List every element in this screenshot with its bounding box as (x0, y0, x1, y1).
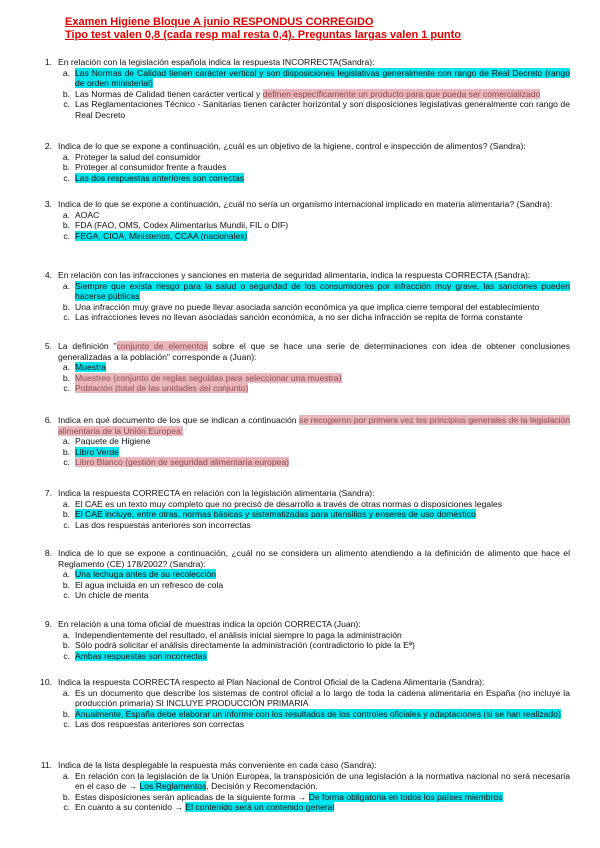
option-a-text-end: , Decisión y Recomendación. (206, 781, 318, 792)
option-a-text: Las Normas de Calidad tienen carácter vertical y son disposiciones legislativas generalmente con rango de Real Decreto (rango de orden ministerial) (75, 67, 570, 89)
question-text: Indica en qué documento de los que se indican a continuación (58, 415, 300, 425)
option-letter: a. (62, 687, 70, 698)
option-c-text: Las Reglamentaciones Técnico - Sanitarias tienen carácter horizontal y son disposiciones legislativas generalmente con rango de Real Decreto (75, 99, 570, 120)
option-c-text: En cuanto a su contenido → (75, 802, 186, 813)
question-text: Indica de lo que se expone a continuación, ¿cuál no sería un organismo internacional implicado en materia alimentaria? (Sandra): (58, 199, 553, 209)
option-c-answer: El contenido será un contenido general (185, 802, 335, 813)
question-number: 1. (44, 57, 52, 67)
option-letter: b. (62, 579, 70, 590)
option-letter: a. (62, 498, 70, 509)
option-a-text: Paquete de Higiene (75, 436, 151, 447)
question-text-end: sobre el que se hace una serie de determinaciones con idea de obtener conclusiones generalizadas a la población" corresponde a (Juan): (58, 341, 570, 362)
option-b-answer: De forma obligatoria en todos los países miembros (308, 791, 503, 802)
option-b-text: El CAE incluye, entre otras, normas básicas y sistematizadas para utensilios y enseres de uso doméstico (75, 509, 476, 520)
option-a-text: AOAC (75, 209, 100, 220)
option-letter: c. (63, 312, 70, 323)
option-letter: c. (63, 590, 70, 601)
question-number: 2. (44, 141, 52, 151)
option-letter: c. (63, 519, 70, 530)
option-b-text: Estas disposiciones serán aplicadas de la siguiente forma → (75, 791, 309, 802)
option-letter: b. (62, 372, 70, 383)
option-letter: b. (62, 640, 70, 651)
option-b-text: Muestreo (conjunto de reglas seguidas para seleccionar una muestra) (75, 372, 342, 383)
option-letter: b. (62, 88, 70, 99)
question-text: Indica de la lista desplegable la respuesta más conveniente en cada caso (Sandra): (58, 760, 377, 770)
question-8 (30, 548, 570, 601)
question-text: Indica de lo que se expone a continuación, ¿cuál no se considera un alimento atendiendo a la definición de alimento que hace el Reglamento (CE) 178/2002? (Sandra): (58, 548, 570, 569)
question-text: En relación con la legislación española indica la respuesta INCORRECTA(Sandra): (58, 57, 375, 67)
option-b-text: Proteger al consumidor frente a fraudes (75, 162, 227, 173)
option-a-text: En relación con la legislación de la Unión Europea, la transposición de una legislación a la normativa nacional no será necesaria en el caso de → (75, 770, 570, 792)
question-number: 4. (44, 270, 52, 280)
option-b-text: Libro Verde (75, 446, 119, 457)
option-letter: c. (63, 99, 70, 110)
option-letter: c. (63, 383, 70, 394)
option-c-text: Las infracciones leves no llevan asociadas sanción económica, a no ser dicha infracción se repita de forma constante (75, 312, 523, 323)
option-letter: c. (63, 650, 70, 661)
question-number: 7. (44, 488, 52, 498)
option-c-text: Un chicle de menta (75, 590, 149, 601)
option-letter: a. (62, 209, 70, 220)
option-letter: b. (62, 791, 70, 802)
option-letter: a. (62, 151, 70, 162)
option-c-text: FEGA, CIOA, Ministerios, CCAA (nacionales) (75, 230, 248, 241)
option-a-text: El CAE es un texto muy completo que no precisó de desarrollo a través de otras normas o disposiciones legales (75, 498, 503, 509)
question-3 (30, 199, 570, 241)
document-title: Examen Higiene Bloque A junio RESPONDUS CORREGIDO (65, 16, 374, 28)
option-a-text: Independientemente del resultado, el análisis inicial siempre lo paga la administración (75, 629, 402, 640)
question-5 (30, 341, 570, 394)
option-a-text: Siempre que exista riesgo para la salud o seguridad de los consumidores por infracción muy grave, las sanciones pueden hacerse públicas (75, 280, 570, 302)
question-9 (30, 619, 570, 661)
option-letter: a. (62, 569, 70, 580)
option-a-text: Muestra (75, 362, 107, 373)
option-letter: c. (63, 457, 70, 468)
question-4 (30, 270, 570, 323)
option-c-text: Las dos respuestas anteriores son correctas (75, 172, 245, 183)
question-text: Indica de lo que se expone a continuación, ¿cuál es un objetivo de la higiene, control e inspección de alimentos? (Sandra): (58, 141, 526, 151)
question-number: 9. (44, 619, 52, 629)
question-11 (30, 760, 570, 813)
option-a-answer: Los Reglamentos (139, 781, 207, 792)
question-2 (30, 141, 570, 183)
option-letter: b. (62, 220, 70, 231)
question-number: 5. (44, 341, 52, 351)
question-7 (30, 488, 570, 530)
question-text: En relación a una toma oficial de muestras indica la opción CORRECTA (Juan): (58, 619, 361, 629)
option-letter: b. (62, 301, 70, 312)
question-pink-highlight: conjunto de elementos (116, 341, 208, 351)
question-number: 8. (44, 548, 52, 558)
option-a-text: Es un documento que describe los sistemas de control oficial a lo largo de toda la cadena alimentaria en España (no incluye la producción primaria) SI INCLUYE PRODUCCIÓN PRIMARIA (75, 687, 570, 709)
question-6 (30, 415, 570, 468)
option-b-text: Una infracción muy grave no puede llevar asociada sanción económica ya que implica cierre temporal del establecimiento (75, 301, 540, 312)
question-number: 3. (44, 199, 52, 209)
option-letter: a. (62, 770, 70, 781)
option-b-text: El agua incluida en un refresco de cola (75, 579, 224, 590)
option-a-text: Proteger la salud del consumidor (75, 151, 201, 162)
option-letter: a. (62, 436, 70, 447)
option-c-text: Las dos respuestas anteriores son incorrectas (75, 519, 251, 530)
option-letter: c. (63, 230, 70, 241)
option-b-text: Anualmente, España debe elaborar un informe con los resultados de los controles oficiales y adaptaciones (si se han realizado) (75, 708, 561, 719)
option-letter: a. (62, 67, 70, 78)
option-letter: a. (62, 280, 70, 291)
option-c-text: Ambas respuestas son incorrectas (75, 650, 207, 661)
option-letter: b. (62, 509, 70, 520)
question-10 (30, 677, 570, 730)
option-c-text: Libro Blanco (gestión de seguridad alimentaria europea) (75, 457, 290, 468)
question-text: Indica la respuesta CORRECTA respecto al Plan Nacional de Control Oficial de la Cadena Alimentaria (Sandra): (58, 677, 485, 687)
question-text: Indica la respuesta CORRECTA en relación con la legislación alimentaria (Sandra): (58, 488, 375, 498)
question-number: 11. (40, 760, 52, 770)
option-letter: c. (63, 802, 70, 813)
option-letter: c. (63, 172, 70, 183)
option-letter: b. (62, 708, 70, 719)
option-b-text: FDA (FAO, OMS, Codex Alimentarius Mundii, FIL o DIF) (75, 220, 289, 231)
question-text: En relación con las infracciones y sanciones en materia de seguridad alimentaria, indica la respuesta CORRECTA (Sandra): (58, 270, 531, 280)
option-c-text: Las dos respuestas anteriores son correctas (75, 719, 245, 730)
option-letter: b. (62, 446, 70, 457)
option-c-text: Población (total de las unidades del conjunto) (75, 383, 249, 394)
question-pink-highlight: se recogieron por primera vez los principios generales de la legislación alimentaria de la Unión Europea: (58, 415, 570, 436)
option-letter: c. (63, 719, 70, 730)
question-number: 6. (44, 415, 52, 425)
option-b-text: Sólo podrá solicitar el análisis directamente la administración (contradictorio lo pide la Eª) (75, 640, 415, 651)
option-letter: b. (62, 162, 70, 173)
option-b-pink-highlight: definen específicamente un producto para que pueda ser comercializado (262, 88, 541, 99)
question-1 (30, 57, 570, 121)
question-text: La definición " (58, 341, 117, 351)
option-b-text: Las Normas de Calidad tienen carácter vertical y (75, 88, 263, 99)
option-letter: a. (62, 629, 70, 640)
option-a-text: Una lechuga antes de su recolección (75, 569, 216, 580)
document-subtitle: Tipo test valen 0,8 (cada resp mal resta 0,4). Preguntas largas valen 1 punto (65, 29, 461, 41)
question-number: 10. (40, 677, 52, 687)
option-letter: a. (62, 362, 70, 373)
